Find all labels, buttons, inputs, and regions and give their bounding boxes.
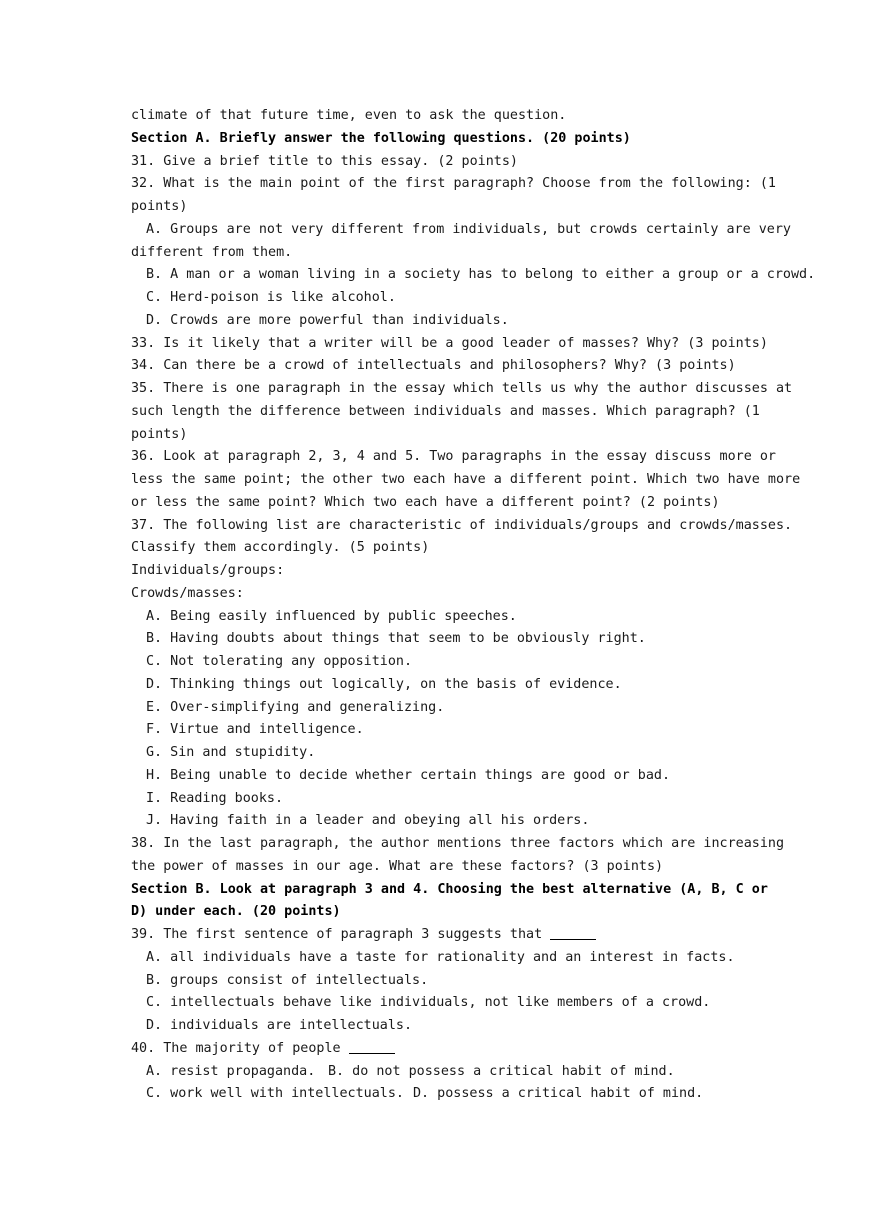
question-40 (131, 1038, 741, 1061)
option-39-d: D. individuals are intellectuals. (146, 1018, 413, 1033)
section-b-heading-cont: D) under each. (20 points) (131, 904, 341, 920)
item-37-a: A. Being easily influenced by public speeches. (146, 608, 517, 624)
question-39-text: 39. The first sentence of paragraph 3 suggests that (131, 927, 543, 942)
question-36: 36. Look at paragraph 2, 3, 4 and 5. Two paragraphs in the essay discuss more or (131, 449, 776, 465)
option-32-b: B. A man or a woman living in a society has to belong to either a group or a crowd. (146, 267, 816, 283)
option-32-a: A. Groups are not very different from individuals, but crowds certainly are very (146, 221, 791, 237)
question-36-cont: less the same point; the other two each have a different point. Which two have more (131, 472, 801, 487)
item-37-b: B. Having doubts about things that seem to be obviously right. (146, 631, 646, 647)
item-37-e: E. Over-simplifying and generalizing. (146, 699, 445, 715)
item-37-g: G. Sin and stupidity. (146, 745, 316, 760)
option-32-d: D. Crowds are more powerful than individuals. (146, 312, 509, 328)
option-32-c: C. Herd-poison is like alcohol. (146, 290, 396, 305)
option-40-d: D. possess a critical habit of mind. (413, 1086, 704, 1102)
option-39-b: B. groups consist of intellectuals. (146, 972, 429, 988)
question-32-cont: points) (131, 199, 188, 214)
question-35: 35. There is one paragraph in the essay which tells us why the author discusses at (131, 381, 793, 396)
question-38-cont: the power of masses in our age. What are these factors? (3 points) (131, 858, 664, 874)
item-37-f: F. Virtue and intelligence. (146, 722, 364, 738)
item-37-c: C. Not tolerating any opposition. (146, 654, 413, 669)
options-40-ab (131, 1061, 741, 1084)
question-37: 37. The following list are characteristic of individuals/groups and crowds/masses. (131, 517, 793, 533)
category-crowds: Crowds/masses: (131, 585, 244, 601)
text-line: climate of that future time, even to ask the question. (131, 108, 567, 123)
category-individuals: Individuals/groups: (131, 563, 285, 578)
section-b-heading: Section B. Look at paragraph 3 and 4. Choosing the best alternative (A, B, C or (131, 881, 768, 897)
option-40-a: A. resist propaganda. (146, 1063, 316, 1079)
answer-blank (349, 1039, 395, 1054)
question-34: 34. Can there be a crowd of intellectuals and philosophers? Why? (3 points) (131, 358, 736, 374)
item-37-d: D. Thinking things out logically, on the basis of evidence. (146, 676, 622, 692)
document-page (131, 105, 816, 1106)
question-40-text: 40. The majority of people (131, 1040, 341, 1056)
question-37-cont: Classify them accordingly. (5 points) (131, 540, 430, 556)
option-40-b: B. do not possess a critical habit of mind. (328, 1063, 675, 1079)
question-31: 31. Give a brief title to this essay. (2 points) (131, 153, 518, 169)
section-a-heading: Section A. Briefly answer the following questions. (20 points) (131, 130, 631, 146)
option-39-c: C. intellectuals behave like individuals, not like members of a crowd. (146, 995, 711, 1011)
question-38: 38. In the last paragraph, the author mentions three factors which are increasing (131, 836, 785, 851)
option-32-a-cont: different from them. (131, 244, 293, 260)
question-33: 33. Is it likely that a writer will be a good leader of masses? Why? (3 points) (131, 335, 768, 351)
question-35-cont: such length the difference between individuals and masses. Which paragraph? (1 (131, 403, 760, 419)
item-37-h: H. Being unable to decide whether certain things are good or bad. (146, 767, 671, 783)
item-37-i: I. Reading books. (146, 790, 284, 806)
question-39 (131, 924, 741, 947)
item-37-j: J. Having faith in a leader and obeying all his orders. (146, 813, 590, 829)
question-35-cont: points) (131, 426, 188, 442)
options-40-cd (131, 1083, 741, 1106)
option-39-a: A. all individuals have a taste for rationality and an interest in facts. (146, 949, 735, 965)
question-36-cont: or less the same point? Which two each have a different point? (2 points) (131, 494, 720, 510)
question-32: 32. What is the main point of the first paragraph? Choose from the following: (1 (131, 176, 776, 192)
answer-blank (550, 925, 596, 940)
option-40-c: C. work well with intellectuals. (146, 1086, 404, 1102)
